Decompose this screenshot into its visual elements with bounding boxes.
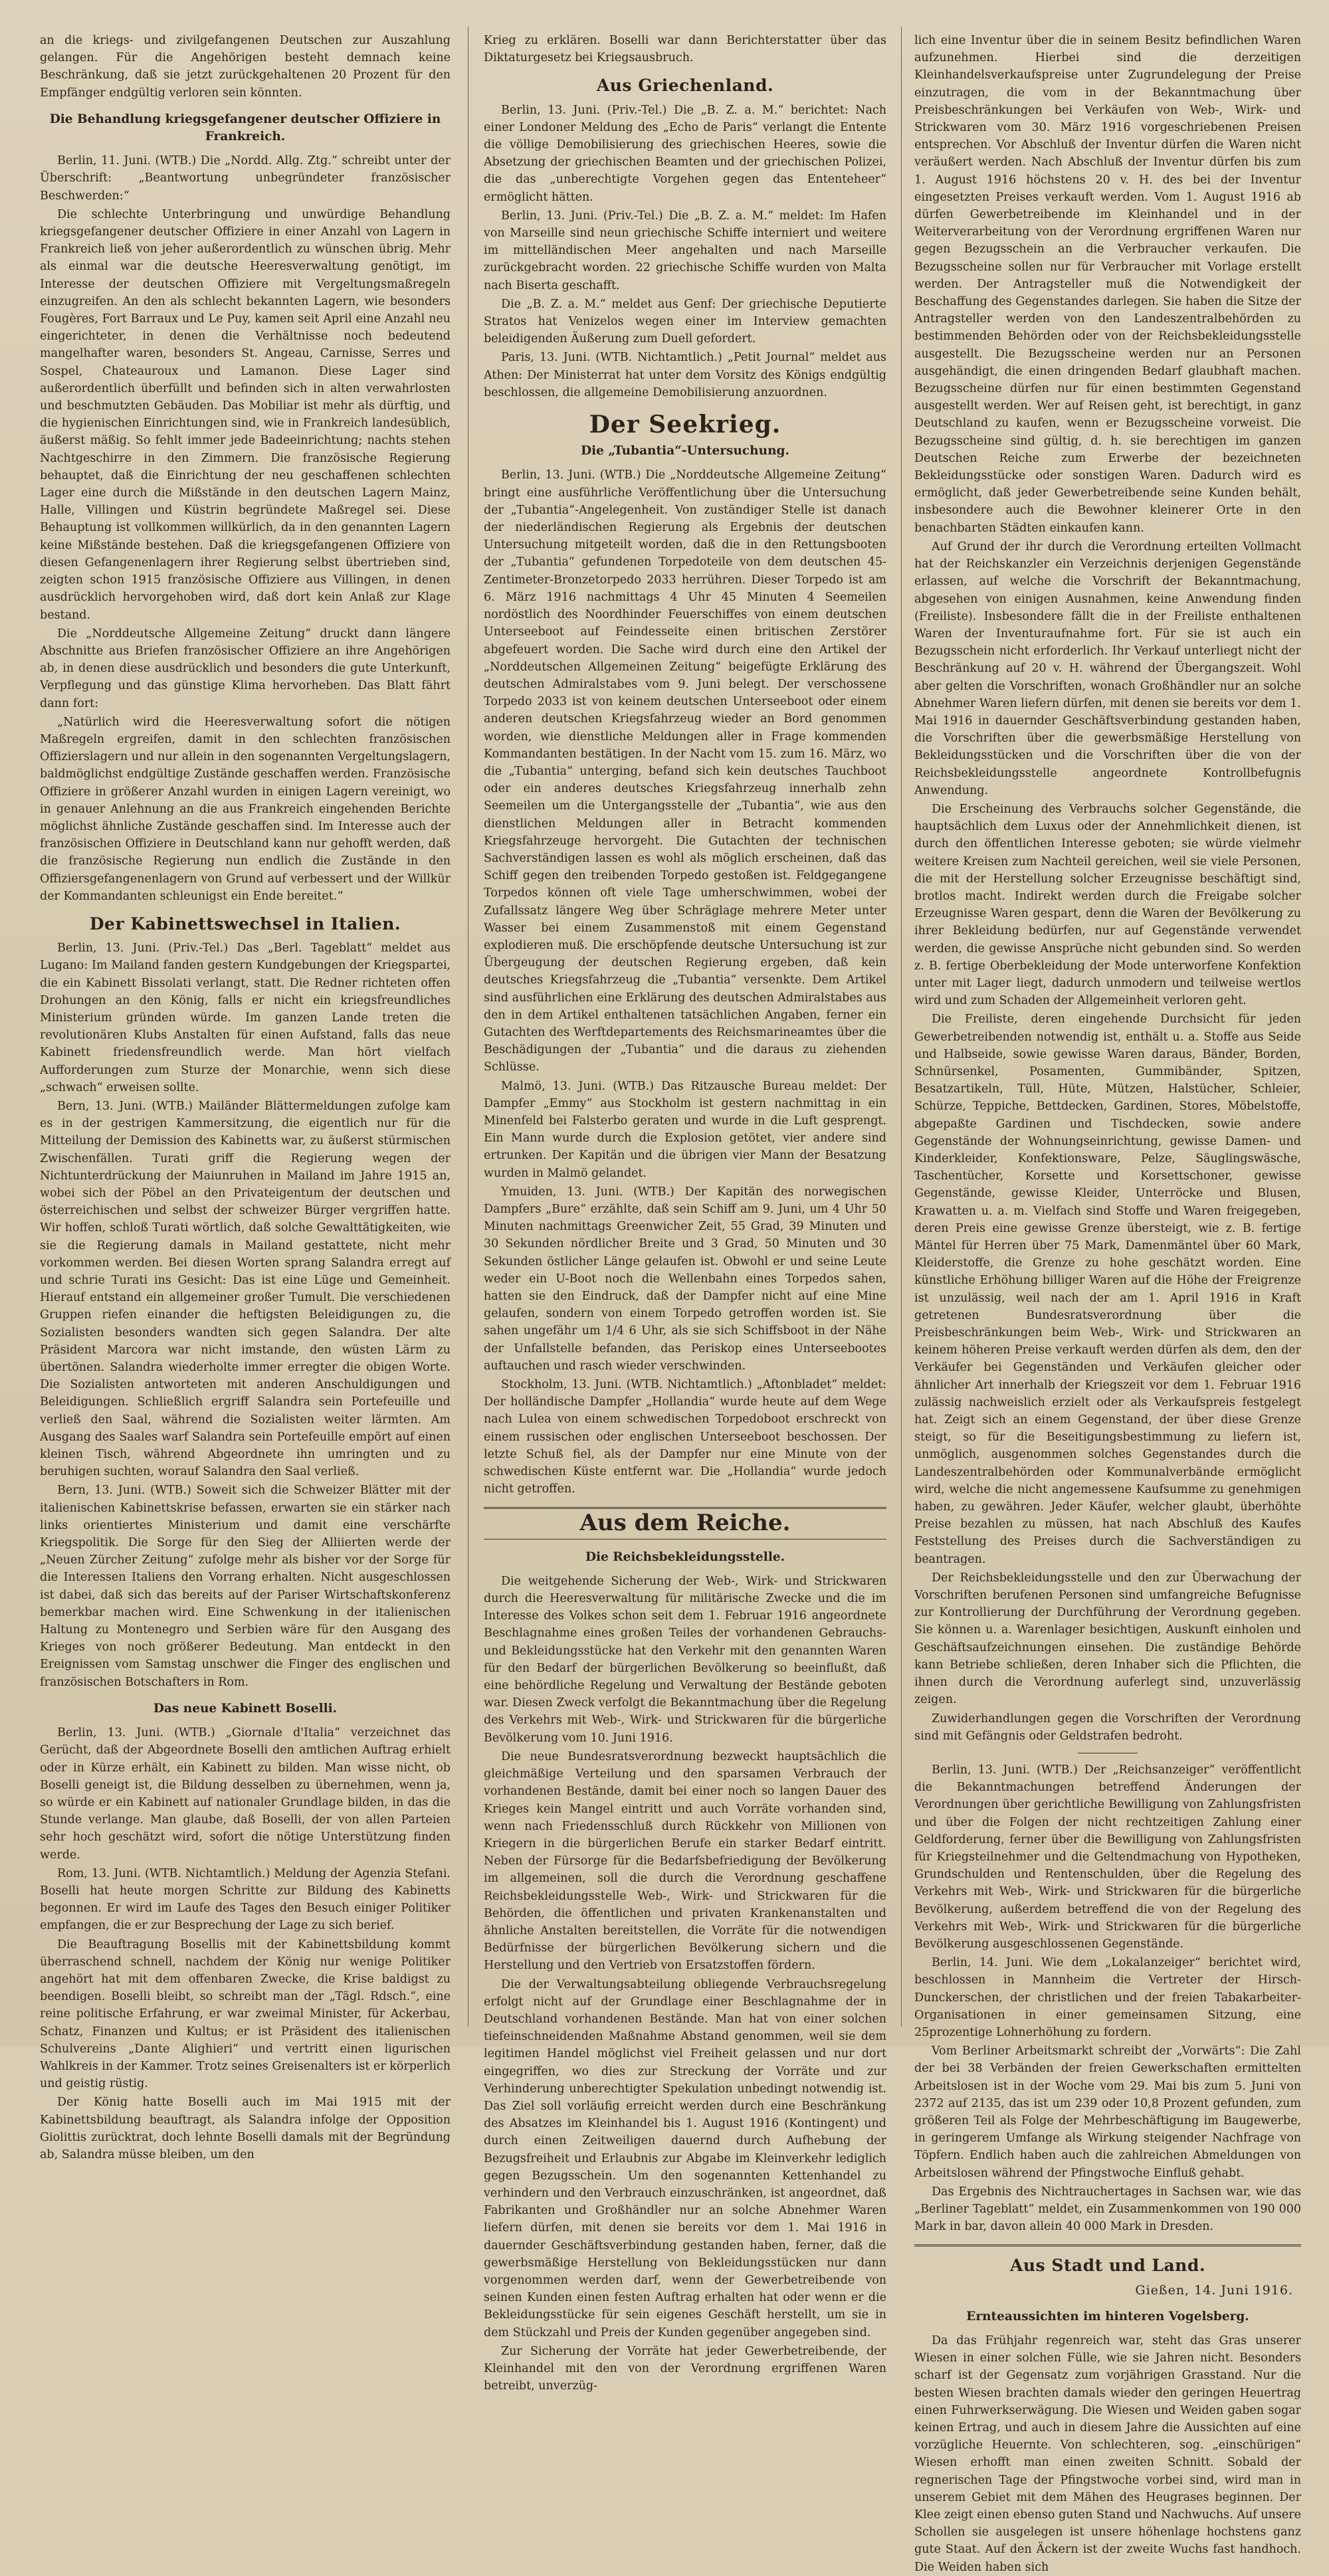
column-left [40, 32, 451, 2161]
article-heading: Die „Tubantia“-Untersuchung. [581, 444, 789, 458]
section-heading: Aus dem Reiche. [484, 1507, 886, 1539]
article-paragraph: Da das Frühjahr regenreich war, steht das Gras unserer Wiesen in einer solchen Fülle, wie sie Jahren nicht. Besonders scharf ist der Gegensatz zum vorjährigen Grasstand. Nur die besten Wiesen brachten damals wieder den geringen Heuertrag einen Fuhrwerkserwägung. Die Wiesen und Weiden gaben sogar keinen Ertrag, und auch in diesem Jahre die Aussichten auf eine vorzügliche Heuernte. Von schlechteren, sog. „einschürigen“ Wiesen erhofft man einen zweiten Schnitt. Sobald der regnerischen Tage der Pfingstwoche vorbei sind, wird man in unserem Gebiet mit dem Mähen des Heugrases beginnen. Der Klee zeigt einen ebenso guten Stand und Nachwuchs. Auf unsere Schollen sie ausgelegen ist unsere höhenlage hochstens ganz gute Staat. Auf den Äckern ist der zweite Wuchs fast handhoch. Die Weiden haben sich [914, 2334, 1301, 2574]
article-paragraph: Berlin, 13. Juni. (Priv.-Tel.) Die „B. Z. a. M.“ meldet: Im Hafen von Marseille sind neun griechische Schiffe interniert und weitere im mittelländischen Meer angehalten und nach Marseille zurückgebracht worden. 22 griechische Schiffe wurden von Malta nach Biserta geschafft. [484, 209, 886, 292]
article-heading: Ernteaussichten im hinteren Vogelsberg. [966, 2309, 1249, 2324]
article-paragraph: Zur Sicherung der Vorräte hat jeder Gewerbetreibende, der Kleinhandel mit den von der Verordnung ergriffenen Waren betreibt, unverzüg- [484, 2344, 886, 2393]
article-heading: Die Reichsbekleidungsstelle. [585, 1549, 785, 1564]
article-continuation: Krieg zu erklären. Boselli war dann Berichterstatter über das Diktaturgesetz bei Kriegsausbruch. [484, 34, 886, 65]
article-paragraph: Berlin, 13. Juni. (Priv.-Tel.) Das „Berl. Tageblatt“ meldet aus Lugano: Im Mailand fanden gestern Kundgebungen der Kriegspartei, die ein Kabinett Bissolati verlangt, statt. Die Redner richteten offen Drohungen an den König, falls er nicht ein kriegsfreundliches Ministerium gründen würde. Im ganzen Lande treten die revolutionären Klubs Anstalten für einen Aufstand, falls das neue Kabinett friedensfreundlich werde. Man hört vielfach Aufforderungen zum Sturze der Monarchie, wenn sich diese „schwach“ erweisen sollte. [40, 941, 451, 1094]
section-heading: Der Seekrieg. [589, 411, 781, 439]
article-paragraph: Die weitgehende Sicherung der Web-, Wirk- und Strickwaren durch die Heeresverwaltung für militärische Zwecke und die im Interesse des Volkes schon seit dem 1. Februar 1916 angeordnete Beschlagnahme eines großen Teiles der vorhandenen Gebrauchs- und Bekleidungsstücke hat den Verkehr mit den genannten Waren für den Bedarf der bürgerlichen Bevölkerung so beeinflußt, daß eine behördliche Regelung und Verwaltung der Bestände geboten war. Diesen Zweck verfolgt die Bekanntmachung über die Regelung des Verkehrs mit Web-, Wirk- und Strickwaren für die bürgerliche Bevölkerung vom 10. Juni 1916. [484, 1574, 886, 1745]
article-paragraph: Der Reichsbekleidungsstelle und den zur Überwachung der Vorschriften berufenen Personen sind umfangreiche Befugnisse zur Kontrollierung der Durchführung der Verordnung gegeben. Sie können u. a. Warenlager besichtigen, Auskunft einholen und Geschäftsaufzeichnungen einsehen. Die zuständige Behörde kann Betriebe schließen, deren Inhaber sich die Pflichten, die ihnen durch die Verordnung auferlegt sind, unzuverlässig zeigen. [914, 1571, 1301, 1707]
article-heading: Das neue Kabinett Boselli. [153, 1701, 338, 1716]
article-paragraph: Malmö, 13. Juni. (WTB.) Das Ritzausche Bureau meldet: Der Dampfer „Emmy“ aus Stockholm ist gestern nachmittag in ein Minenfeld bei Falsterbo geraten und wurde in die Luft gesprengt. Ein Mann wurde durch die Explosion getötet, vier andere sind ertrunken. Der Kapitän und die übrigen vier Mann der Besatzung wurden in Malmö gelandet. [484, 1079, 886, 1180]
article-paragraph: Berlin, 13. Juni. (WTB.) Der „Reichsanzeiger“ veröffentlicht die Bekanntmachungen betreffend Änderungen der Verordnungen über gerichtliche Bewilligung von Zahlungsfristen und über die Folgen der nicht rechtzeitigen Zahlung einer Geldforderung, ferner über die Bewilligung von Zahlungsfristen für Kriegsteilnehmer und die Geltendmachung von Hypotheken, Grundschulden und Rentenschulden, über die Regelung des Verkehrs mit Web-, Wirk- und Strickwaren für die bürgerliche Bevölkerung, außerdem betreffend die von der Regelung des Verkehrs mit Web-, Wirk- und Strickwaren für die bürgerliche Bevölkerung ausgeschlossenen Gegenstände. [914, 1763, 1301, 1951]
article-continuation: lich eine Inventur über die in seinem Besitz befindlichen Waren aufzunehmen. Hierbei sind die derzeitigen Kleinhandelsverkaufspreise unter Zugrundelegung der Preise einzutragen, die vom in der Bekanntmachung über Preisbeschränkungen bei Verkäufen von Web-, Wirk- und Strickwaren vom 30. März 1916 vorgeschriebenen Preisen entsprechen. Vor Abschluß der Inventur dürfen die Waren nicht veräußert werden. Nach Abschluß der Inventur dürfen bis zum 1. August 1916 höchstens 20 v. H. des bei der Inventur eingesetzten Preises verkauft werden. Vom 1. August 1916 ab dürfen Gewerbetreibende im Kleinhandel und in der Weiterverarbeitung von der Verordnung ergriffenen Waren nur gegen Bezugsschein an die Verbraucher verkaufen. Die Bezugsscheine sollen nur für Verbraucher mit Vorlage erstellt werden. Der Antragsteller muß die Notwendigkeit der Beschaffung des Gegenstandes darlegen. Sie haben die Sitze der Antragsteller werden von den Landeszentralbehörden zu bestimmenden Behörden oder von der Reichsbekleidungsstelle ausgestellt. Die Bezugsscheine werden nur an Personen ausgehändigt, die einen dringenden Bedarf glaubhaft machen. Bezugsscheine dürfen nur für einen bestimmten Gegenstand ausgestellt werden. Wer auf Reisen geht, ist berechtigt, in ganz Deutschland zu kaufen, wenn er Bezugsscheine vorweist. Die Bezugsscheine sind gültig, d. h. sie berechtigen im ganzen Deutschen Reiche zum Erwerbe der bezeichneten Bekleidungsstücke oder sonstigen Waren. Dadurch wird es ermöglicht, daß jeder Gewerbetreibende seine Kunden behält, insbesondere auch die Bewohner kleinerer Orte in den benachbarten Städten einkaufen kann. [914, 34, 1301, 535]
article-paragraph: Die der Verwaltungsabteilung obliegende Verbrauchsregelung erfolgt nicht auf der Grundlage einer Beschlagnahme der in Deutschland vorhandenen Bestände. Man hat von einer solchen tiefeinschneidenden Maßnahme Abstand genommen, weil sie dem legitimen Handel möglichst viel Freiheit gelassen und nur dort eingegriffen, wo dies zur Streckung der Vorräte und zur Verhinderung unberechtigter Spekulation unbedingt notwendig ist. Das Ziel soll vorläufig erreicht werden durch eine Beschränkung des Absatzes im Kleinhandel bis 1. August 1916 (Kontingent) und durch einen Zeitweiligen dauernd durch Aufhebung der Bezugsfreiheit und Erlaubnis zur Abgabe im Kleinverkehr lediglich gegen Bezugsschein. Um den sogenannten Kettenhandel zu verhindern und den Verbrauch einzuschränken, ist angeordnet, daß Fabrikanten und Großhändler nur an solche Abnehmer Waren liefern dürfen, mit denen sie bereits vor dem 1. Mai 1916 in dauernder Geschäftsverbindung gestanden haben, ferner, daß die gewerbsmäßige Herstellung von Bekleidungsstücken nur dann vorgenommen werden darf, wenn der Gewerbetreibende von seinen Kunden einen festen Auftrag erhalten hat oder wenn er die Bekleidungsstücke für sein eigenes Geschäft herstellt, um sie in dem Stückzahl und Preis der Kunden gegenüber angegeben sind. [484, 1977, 886, 2339]
article-paragraph: Berlin, 11. Juni. (WTB.) Die „Nordd. Allg. Ztg.“ schreibt unter der Überschrift: „Beantwortung unbegründeter französischer Beschwerden:“ [40, 154, 451, 203]
dateline: Gießen, 14. Juni 1916. [1135, 2282, 1293, 2298]
article-paragraph: Berlin, 14. Juni. Wie dem „Lokalanzeiger“ berichtet wird, beschlossen in Mannheim die Vertreter der Hirsch-Dunckerschen, der christlichen und der freien Tabakarbeiter-Organisationen in einer gemeinsamen Sitzung, eine 25prozentige Lohnerhöhung zu fordern. [914, 1956, 1301, 2039]
article-paragraph: Zuwiderhandlungen gegen die Vorschriften der Verordnung sind mit Gefängnis oder Geldstrafen bedroht. [914, 1712, 1301, 1743]
column-middle [484, 32, 886, 2393]
article-paragraph: Die „B. Z. a. M.“ meldet aus Genf: Der griechische Deputierte Stratos hat Venizelos wegen einer im Interview gemachten beleidigenden Äußerung zum Duell gefordert. [484, 297, 886, 346]
article-paragraph: Die schlechte Unterbringung und unwürdige Behandlung kriegsgefangener deutscher Offiziere in einer Anzahl von Lagern in Frankreich ließ von jeher außerordentlich zu wünschen übrig. Mehr als einmal war die deutsche Heeresverwaltung genötigt, im Interesse der deutschen Offiziere mit Vergeltungsmaßregeln einzugreifen. An den als schlecht bekannten Lagern, wie besonders Fougères, Fort Barraux und Le Puy, kamen seit April eine Anzahl neu eingerichteter, in denen die Verhältnisse noch bedeutend mangelhafter waren, besonders St. Angeau, Carnisse, Serres und Sospel, Chateauroux und Lamanon. Diese Lager sind außerordentlich überfüllt und befinden sich in alten verwahrlosten und beschmutzten Gebäuden. Das Mobiliar ist mehr als dürftig, und die hygienischen Einrichtungen sind, wie in Frankreich landesüblich, äußerst mäßig. So fehlt immer jede Badeeinrichtung; nachts stehen Nachtgeschirre in den Zimmern. Die französische Regierung behauptet, daß die Einrichtung der neu geschaffenen schlechten Lager eine durch die Mißstände in den deutschen Lagern Mainz, Halle, Villingen und Küstrin begründete Maßregel sei. Diese Behauptung ist vollkommen willkürlich, da in den genannten Lagern keine Mißstände bestehen. Daß die kriegsgefangenen Offiziere von diesen Gefangenenlagern ihrer Regierung selbst übertrieben sind, zeigten schon 1915 französische Offiziere aus Villingen, in denen ausdrücklich hervorgehoben wird, daß dort kein Anlaß zur Klage bestand. [40, 207, 451, 622]
article-paragraph: Berlin, 13. Juni. (WTB.) „Giornale d'Italia“ verzeichnet das Gerücht, daß der Abgeordnete Boselli den amtlichen Auftrag erhielt oder in Kürze erhält, ein Kabinett zu bilden. Man wisse nicht, ob Boselli geneigt ist, die Bildung desselben zu übernehmen, wenn ja, so würde er ein Kabinett auf nationaler Grundlage bilden, in das die Stunde verlange. Man glaube, daß Boselli, der von allen Parteien sehr hoch geschätzt wird, sofort die nötige Unterstützung finden werde. [40, 1726, 451, 1862]
article-paragraph: Die Beauftragung Bosellis mit der Kabinettsbildung kommt überraschend schnell, nachdem der König nur wenige Politiker angehört hat mit dem offenbaren Zwecke, die Krise baldigst zu beendigen. Boselli bleibt, so schreibt man der „Tägl. Rdsch.“, eine reine politische Erfahrung, er war zweimal Minister, für Ackerbau, Schatz, Finanzen und Kultus; er ist Präsident des italienischen Schulvereins „Dante Alighieri“ und vertritt einen ligurischen Wahlkreis in der Kammer. Trotz seines Greisenalters ist er körperlich und geistig rüstig. [40, 1937, 451, 2091]
article-paragraph: Der König hatte Boselli auch im Mai 1915 mit der Kabinettsbildung beauftragt, als Salandra infolge der Opposition Giolittis zurücktrat, doch lehnte Boselli damals mit der Begründung ab, Salandra müsse bleiben, um den [40, 2096, 451, 2161]
article-paragraph: Bern, 13. Juni. (WTB.) Soweit sich die Schweizer Blätter mit der italienischen Kabinettskrise befassen, erwarten sie ein stärker nach links orientiertes Ministerium und damit eine verschärfte Kriegspolitik. Die Sorge für den Sieg der Alliierten werde der „Neuen Zürcher Zeitung“ zufolge mehr als bisher vor der Sorge für die Interessen Italiens den Vorrang erhalten. Nicht ausgeschlossen ist dabei, daß sich das bereits auf der Pariser Wirtschaftskonferenz bemerkbar machen wird. Eine Schwenkung in der italienischen Haltung zu Montenegro und Serbien wäre für den Ausgang des Krieges von noch größerer Bedeutung. Man entdeckt in den Ereignissen vom Samstag unschwer die Finger des englischen und französischen Botschafters in Rom. [40, 1484, 451, 1689]
article-paragraph: Vom Berliner Arbeitsmarkt schreibt der „Vorwärts“: Die Zahl der bei 38 Verbänden der freien Gewerkschaften ermittelten Arbeitslosen ist in der Woche vom 29. Mai bis zum 5. Juni von 2372 auf 2135, das ist um 239 oder 10,8 Prozent gefunden, zum größeren Teil als Folge der Mehrbeschäftigung im Baugewerbe, in geringerem Umfange als Wirkung steigender Nachfrage von Töpfern. Endlich haben auch die zahlreichen Abmeldungen von Arbeitslosen während der Pfingstwoche Einfluß gehabt. [914, 2044, 1301, 2180]
article-paragraph: Die Freiliste, deren eingehende Durchsicht für jeden Gewerbetreibenden notwendig ist, enthält u. a. Stoffe aus Seide und Halbseide, sowie gewisse Waren daraus, Bänder, Borden, Schnürsenkel, Posamenten, Gummibänder, Spitzen, Besatzartikeln, Tüll, Hüte, Mützen, Halstücher, Schleier, Schürze, Teppiche, Bettdecken, Gardinen, Stores, Möbelstoffe, abgepaßte Gardinen und Tischdecken, sowie andere Gegenstände der Wohnungseinrichtung, gewisse Damen- und Kinderkleider, Konfektionsware, Pelze, Säuglingswäsche, Taschentücher, Korsette und Korsettschoner, gewisse Gegenstände, gewisse Kleider, Unterröcke und Blusen, Krawatten u. a. m. Vielfach sind Stoffe und Waren freigegeben, deren Preis eine gewisse Grenze übersteigt, wie z. B. fertige Mäntel für Herren über 75 Mark, Damenmäntel über 60 Mark, Kleiderstoffe, die Grenze zu hohe geschätzt worden. Eine künstliche Erhöhung billiger Waren auf die Höhe der Freigrenze ist unzulässig, weil nach der am 1. April 1916 in Kraft getretenen Bundesratsverordnung über die Preisbeschränkungen beim Web-, Wirk- und Strickwaren an keinem höheren Preise verkauft werden dürfen als dem, den der Verkäufer bei Gegenständen und Verkäufen gleicher oder ähnlicher Art innerhalb der Kriegszeit vor dem 1. Februar 1916 zulässig nachweislich erzielt oder als Verkaufspreis festgelegt hat. Zeigt sich an einem Gegenstand, der über diese Grenze steigt, so für die Beseitigungsbestimmung zu liefern ist, unmöglich, ausgenommen solches Gegenstandes durch die Landeszentralbehörden oder Kommunalverbände ermöglicht wird, welche die nicht angemessene Kaufsumme zu genehmigen haben, zu gewähren. Jeder Käufer, welcher glaubt, überhöhte Preise bezahlen zu müssen, hat nach Abschluß des Kaufes Feststellung des Preises durch die Sachverständigen zu beantragen. [914, 1013, 1301, 1566]
article-paragraph: Auf Grund der ihr durch die Verordnung erteilten Vollmacht hat der Reichskanzler ein Verzeichnis derjenigen Gegenstände erlassen, auf welche die Vorschrift der Bekanntmachung, abgesehen von einigen Ausnahmen, keine Anwendung finden (Freiliste). Insbesondere fällt die in der Freiliste enthaltenen Waren der Inventuraufnahme fort. Für sie ist auch ein Bezugsschein nicht erforderlich. Ihr Verkauf unterliegt nicht der Beschränkung auf 20 v. H. während der Übergangszeit. Wohl aber gelten die Vorschriften, wonach Großhändler nur an solche Abnehmer Waren liefern dürfen, mit denen sie bereits vor dem 1. Mai 1916 in dauernder Geschäftsverbindung gestanden haben, die Vorschriften über die gewerbsmäßige Herstellung von Bekleidungsstücken und die Vorschriften über die von der Reichsbekleidungsstelle angeordnete Kontrollbefugnis Anwendung. [914, 540, 1301, 797]
article-paragraph: „Natürlich wird die Heeresverwaltung sofort die nötigen Maßregeln ergreifen, damit in den schlechten französischen Offizierslagern und nur allein in den sogenannten Vergeltungslagern, baldmöglichst endgültige Zustände geschaffen werden. Französische Offiziere in größerer Anzahl wurden in einigen Lagern vereinigt, wo in genauer Anlehnung an die aus Frankreich eingehenden Berichte möglichst ähnliche Zustände geschaffen sind. Im Interesse auch der französischen Offiziere in Deutschland kann nur gehofft werden, daß die französische Regierung nun endlich die Zustände in den Offiziersgefangenenlagern von Grund auf verbessert und der Willkür der Kommandanten schleunigst ein Ende bereitet.“ [40, 715, 451, 903]
article-paragraph: Die Erscheinung des Verbrauchs solcher Gegenstände, die hauptsächlich dem Luxus oder der Annehmlichkeit dienen, ist durch den öffentlichen Interesse geboten; sie würde vielmehr weitere Kreisen zum Nachteil gereichen, weil sie viele Personen, die mit der Herstellung solcher Erzeugnisse beschäftigt sind, brotlos macht. Indirekt werden durch die Freigabe solcher Erzeugnisse Waren gespart, denn die Waren der Bevölkerung zu ihrer Bekleidung bedürfen, nur auf Gegenstände verwendet werden, die gewisse Ansprüche nicht gebunden sind. So werden z. B. fertige Oberbekleidung der Mode unterworfene Konfektion unter mit Lager liegt, dadurch unmodern und teilweise wertlos wird und zum Schaden der Allgemeinheit verloren geht. [914, 802, 1301, 1008]
article-paragraph: Bern, 13. Juni. (WTB.) Mailänder Blättermeldungen zufolge kam es in der gestrigen Kammersitzung, die eigentlich nur für die Mitteilung der Demission des Kabinetts war, zu äußerst stürmischen Zwischenfällen. Turati griff die Regierung wegen der Nichtunterdrückung der Maiunruhen in Mailand im Jahre 1915 an, wobei sich der Pöbel an den Privateigentum der deutschen und österreichischen und selbst der schweizer Bürger vergriffen hatte. Wir hoffen, schloß Turati wörtlich, daß solche Gewalttätigkeiten, wie sie die Regierung damals in Mailand gestattete, nicht mehr vorkommen werden. Bei diesen Worten sprang Salandra erregt auf und schrie Turati ins Gesicht: Das ist eine Lüge und Gemeinheit. Hierauf entstand ein allgemeiner großer Tumult. Die verschiedenen Gruppen riefen einander die heftigsten Beleidigungen zu, die Sozialisten besonders wandten sich gegen Salandra. Der alte Präsident Marcora war nicht imstande, den wüsten Lärm zu übertönen. Salandra wiederholte immer erregter die obigen Worte. Die Sozialisten antworteten mit anderen Anschuldigungen und Beleidigungen. Schließlich ergriff Salandra sein Portefeuille und verließ den Saal, während die Sozialisten weiter lärmten. Am Ausgang des Saales warf Salandra sein Portefeuille empört auf einen kleinen Tisch, während Abgeordnete ihn umringten und zu beruhigen suchten, worauf Salandra den Saal verließ. [40, 1099, 451, 1479]
article-paragraph: Die neue Bundesratsverordnung bezweckt hauptsächlich die gleichmäßige Verteilung und den sparsamen Verbrauch der vorhandenen Bestände, damit bei einer noch so langen Dauer des Krieges kein Mangel eintritt und auch Vorräte vorhanden sind, wenn nach Friedensschluß durch Rückkehr von Millionen von Kriegern in die bürgerlichen Berufe ein starker Bedarf eintritt. Neben der Fürsorge für die Bedarfsbefriedigung der Bevölkerung im allgemeinen, soll die durch die Verordnung geschaffene Reichsbekleidungsstelle Web-, Wirk- und Strickwaren für die Behörden, die öffentlichen und privaten Krankenanstalten und ähnliche Anstalten bereitstellen, die Vorräte für die notwendigen Bedürfnisse der bürgerlichen Bevölkerung sichern und die Herstellung und den Vertrieb von Ersatzstoffen fördern. [484, 1749, 886, 1973]
article-continuation: an die kriegs- und zivilgefangenen Deutschen zur Auszahlung gelangen. Für die Angehörigen besteht demnach keine Beschränkung, daß sie jetzt zurückgehaltenen 20 Prozent für den Empfänger endgültig verloren sein könnten. [40, 34, 451, 100]
article-paragraph: Rom, 13. Juni. (WTB. Nichtamtlich.) Meldung der Agenzia Stefani. Boselli hat heute morgen Schritte zur Bildung des Kabinetts begonnen. Er wird im Laufe des Tages den Besuch einiger Politiker empfangen, die er zur Besprechung der Lage zu sich berief. [40, 1866, 451, 1933]
article-paragraph: Das Ergebnis des Nichtrauchertages in Sachsen war, wie das „Berliner Tageblatt“ meldet, ein Zusammenkommen von 190 000 Mark in bar, davon allein 40 000 Mark in Dresden. [914, 2185, 1301, 2234]
article-paragraph: Berlin, 13. Juni. (WTB.) Die „Norddeutsche Allgemeine Zeitung“ bringt eine ausführliche Veröffentlichung über die Untersuchung der „Tubantia“-Angelegenheit. Von zuständiger Stelle ist danach der niederländischen Regierung als Ergebnis der deutschen Untersuchung mitgeteilt worden, daß die in den Rettungsbooten der „Tubantia“ gefundenen Torpedoteile von dem deutschen 45-Zentimeter-Bronzetorpedo 2033 herrühren. Dieser Torpedo ist am 6. März 1916 nachmittags 4 Uhr 45 Minuten 4 Seemeilen nordöstlich des Noordhinder Feuerschiffes von einem deutschen Unterseeboot auf Feindesseite einen britischen Zerstörer abgefeuert worden. Die Sache wird durch eine den Artikel der „Norddeutschen Allgemeinen Zeitung“ beigefügte Erklärung des deutschen Admiralstabes vom 9. Juni belegt. Der verschossene Torpedo 2033 ist von keinem deutschen Unterseeboot oder einem anderen deutschen Kriegsfahrzeug wieder an Bord genommen worden, wie dienstliche Meldungen aller in Frage kommenden Kommandanten bestätigen. In der Nacht vom 15. zum 16. März, wo die „Tubantia“ unterging, befand sich kein deutsches Tauchboot oder ein anderes deutsches Kriegsfahrzeug innerhalb zehn Seemeilen um die Untergangsstelle der „Tubantia“, wie aus den dienstlichen Meldungen aller in Betracht kommenden Kriegsfahrzeuge hervorgeht. Die Gutachten der technischen Sachverständigen lassen es wohl als möglich erscheinen, daß das Schiff gegen den treibenden Torpedo gestoßen ist. Feldgegangene Torpedos können oft viele Tage umherschwimmen, wobei der Zufallssatz längere Weg über Schräglage mehrere Meter unter Wasser bei einem Zusammenstoß mit einem Gegenstand explodieren muß. Die erschöpfende deutsche Untersuchung ist zur Übergeugung der deutschen Regierung ergeben, daß kein deutsches Kriegsfahrzeug die „Tubantia“ versenkte. Dem Artikel sind ausführlichen eine Erklärung des deutschen Admiralstabes aus den in dem Artikel enthaltenen tatsächlichen Angaben, ferner ein Gutachten des Werftdepartements des Reichsmarineamtes über die Beschädigungen der „Tubantia“ und die daraus zu ziehenden Schlüsse. [484, 468, 886, 1074]
section-heading: Aus Stadt und Land. [1009, 2256, 1206, 2276]
article-paragraph: Ymuiden, 13. Juni. (WTB.) Der Kapitän des norwegischen Dampfers „Bure“ erzählte, daß sein Schiff am 9. Juni, um 4 Uhr 50 Minuten nachmittags Greenwicher Zeit, 55 Grad, 39 Minuten und 30 Sekunden nördlicher Breite und 3 Grad, 50 Minuten und 30 Sekunden östlicher Länge gelaufen ist. Obwohl er und seine Leute weder ein U-Boot noch die Wellenbahn eines Torpedos sahen, hatten sie den Eindruck, daß der Dampfer nicht auf eine Mine gelaufen, sondern von einem Torpedo getroffen worden ist. Sie sahen ungefähr um 1/4 6 Uhr, als sie sich Schiffsboot in der Nähe der Unfallstelle befanden, das Periskop eines Unterseebootes auftauchen und rasch wieder verschwinden. [484, 1185, 886, 1373]
section-heading: Aus Griechenland. [596, 76, 774, 96]
article-paragraph: Berlin, 13. Juni. (Priv.-Tel.) Die „B. Z. a. M.“ berichtet: Nach einer Londoner Meldung des „Echo de Paris“ verlangt die Entente die völlige Demobilisierung des griechischen Heeres, sowie die Absetzung der griechischen Beamten und der griechischen Polizei, die das „unberechtigte Vorgehen gegen das Ententeheer“ ermöglicht hätten. [484, 103, 886, 204]
article-paragraph: Paris, 13. Juni. (WTB. Nichtamtlich.) „Petit Journal“ meldet aus Athen: Der Ministerrat hat unter dem Vorsitz des Königs endgültig beschlossen, die allgemeine Demobilisierung anzuordnen. [484, 351, 886, 399]
column-rule [901, 27, 902, 2027]
article-paragraph: Die „Norddeutsche Allgemeine Zeitung“ druckt dann längere Abschnitte aus Briefen französischer Offiziere an ihre Angehörigen ab, in denen diese ausdrücklich und besonders die gute Unterkunft, Verpflegung und das günstige Klima hervorheben. Das Blatt fährt dann fort: [40, 627, 451, 710]
column-right [914, 32, 1301, 2574]
article-paragraph: Stockholm, 13. Juni. (WTB. Nichtamtlich.) „Aftonbladet“ meldet: Der holländische Dampfer „Hollandia“ wurde heute auf dem Wege nach Lulea von einem schwedischen Torpedoboot erschreckt von einem russischen oder englischen Unterseeboot beschossen. Der letzte Schuß fiel, als der Dampfer nur eine Minute von der schwedischen Küste entfernt war. Die „Hollandia“ wurde jedoch nicht getroffen. [484, 1378, 886, 1496]
section-heading: Der Kabinettswechsel in Italien. [89, 914, 401, 934]
article-heading: Die Behandlung kriegsgefangener deutscher Offiziere in Frankreich. [49, 112, 441, 144]
divider [914, 2244, 1301, 2246]
